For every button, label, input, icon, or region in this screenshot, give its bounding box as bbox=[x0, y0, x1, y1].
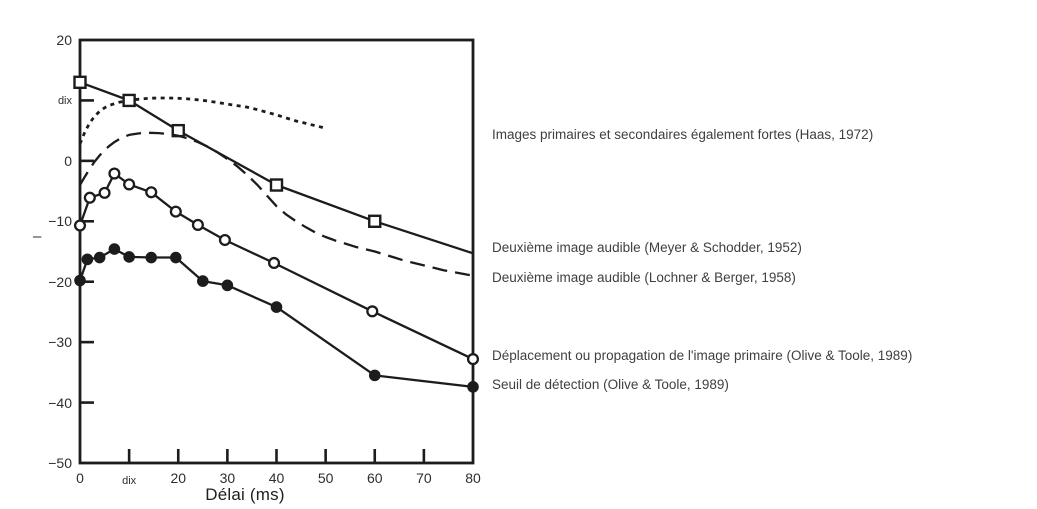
y-tick-label--40: −40 bbox=[48, 394, 72, 411]
legend-lochner-berger: Deuxième image audible (Lochner & Berger, 1958) bbox=[492, 270, 796, 285]
x-tick-label-60: 60 bbox=[366, 470, 383, 486]
x-tick-label-80: 80 bbox=[465, 470, 481, 486]
legend-meyer-schodder: Deuxième image audible (Meyer & Schodder, 1952) bbox=[492, 240, 802, 255]
y-tick-label-10: dix bbox=[57, 95, 72, 108]
y-tick-label--20: −20 bbox=[48, 273, 72, 290]
x-tick-label-70: 70 bbox=[416, 470, 432, 486]
x-tick-label-50: 50 bbox=[317, 470, 334, 486]
x-tick-label-20: 20 bbox=[170, 470, 187, 486]
legend-olive-toole-detection: Seuil de détection (Olive & Toole, 1989) bbox=[492, 377, 729, 392]
x-tick-label-40: 40 bbox=[268, 470, 285, 486]
y-tick-label-20: 20 bbox=[56, 32, 72, 48]
legend-olive-toole-displacement: Déplacement ou propagation de l'image primaire (Olive & Toole, 1989) bbox=[492, 348, 913, 363]
x-tick-label-30: 30 bbox=[219, 470, 236, 486]
x-axis-title: Délai (ms) bbox=[205, 485, 285, 504]
y-axis-label-fragment: – bbox=[33, 228, 42, 245]
y-tick-label-0: 0 bbox=[64, 152, 72, 169]
legend-haas: Images primaires et secondaires également fortes (Haas, 1972) bbox=[492, 127, 874, 142]
y-tick-label--30: −30 bbox=[48, 334, 72, 351]
y-tick-label--10: −10 bbox=[48, 213, 72, 230]
y-tick-label--50: −50 bbox=[48, 455, 72, 471]
x-tick-label-10: dix bbox=[122, 475, 137, 487]
x-tick-label-0: 0 bbox=[76, 470, 84, 486]
